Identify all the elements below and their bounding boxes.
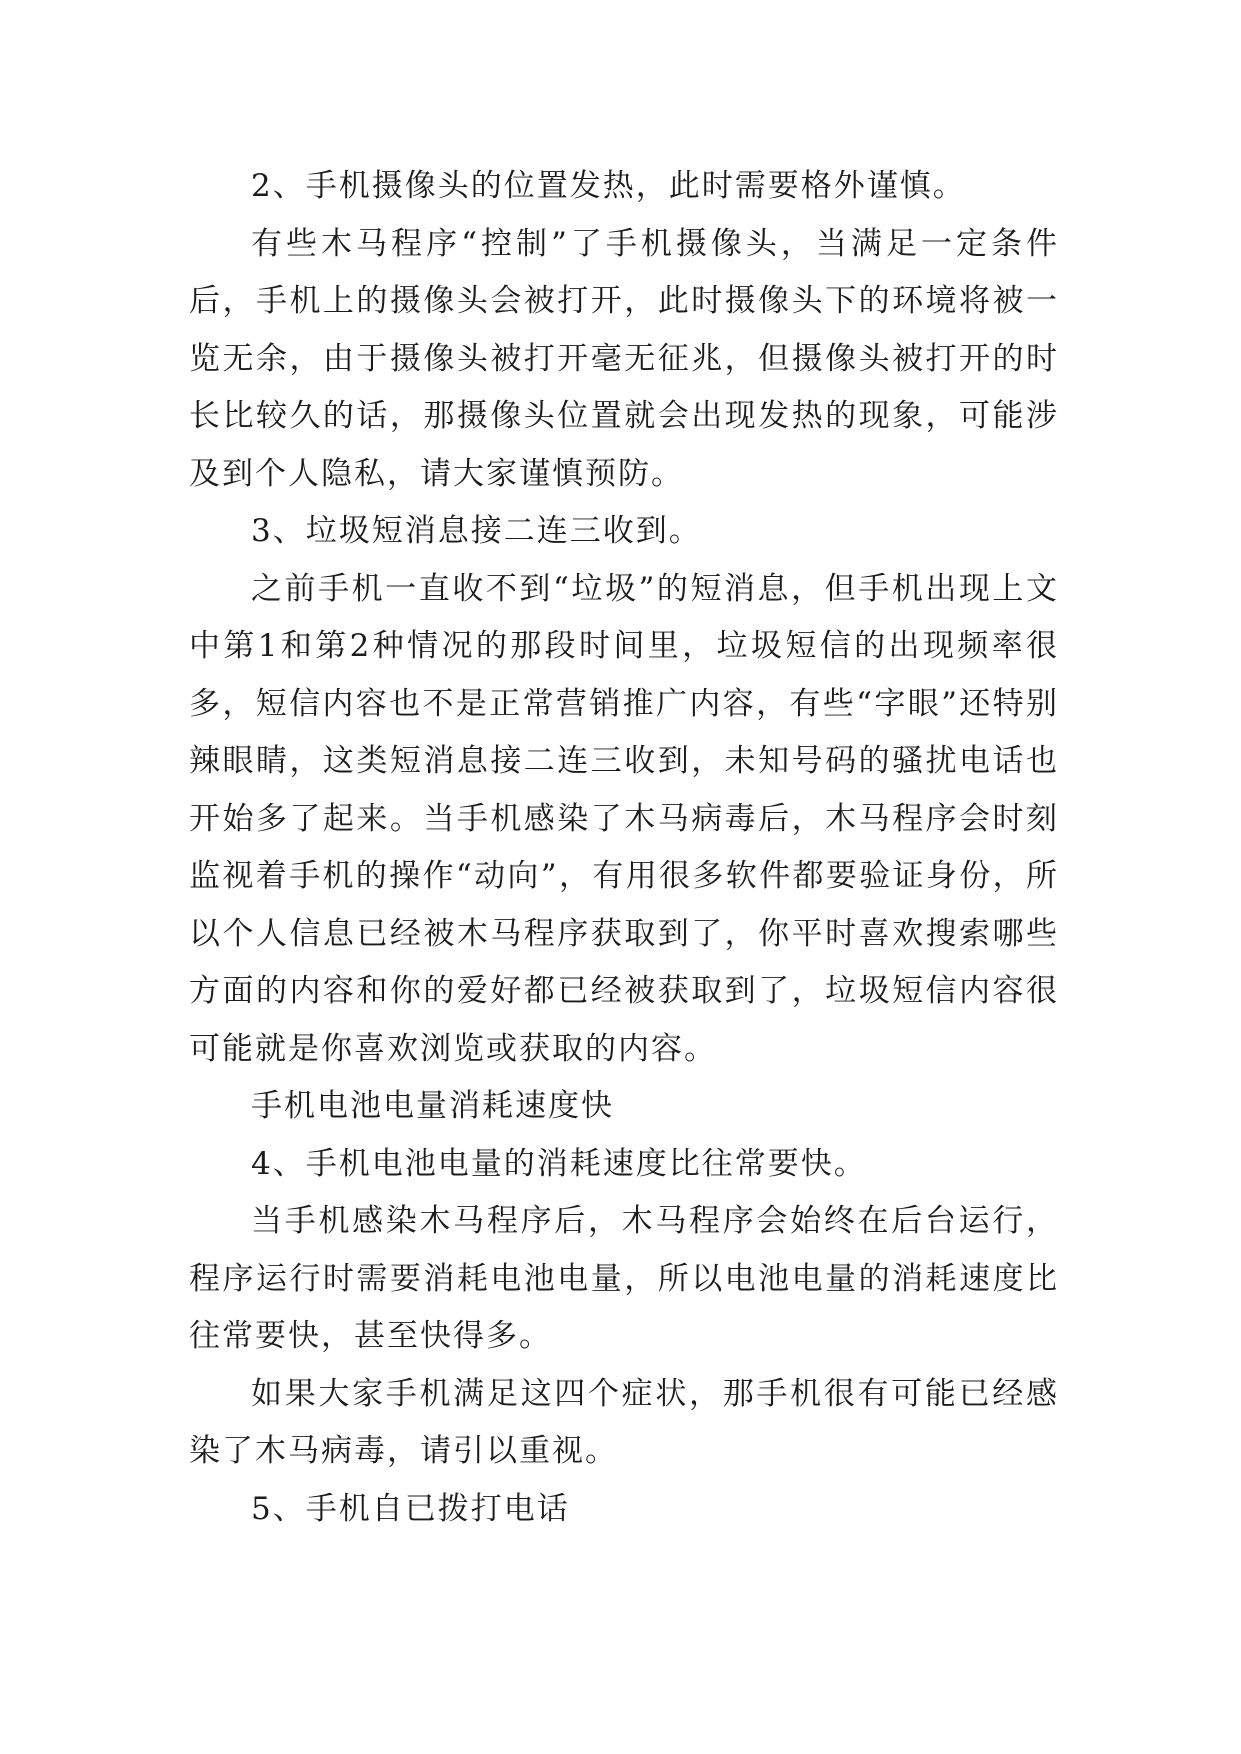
heading-spam-sms: 3、垃圾短消息接二连三收到。	[251, 513, 702, 549]
paragraph-conclusion: 如果大家手机满足这四个症状，那手机很有可能已经感染了木马病毒，请引以重视。	[189, 1375, 1059, 1469]
paragraph-spam-sms: 之前手机一直收不到“垃圾”的短消息，但手机出现上文中第1和第2种情况的那段时间里，垃圾短信的出现频率很多，短信内容也不是正常营销推广内容，有些“字眼”还特别辣眼睛，这类短消息接二连三收到，未知号码的骚扰电话也开始多了起来。当手机感染了木马病毒后，木马程序会时刻监视着手机的操作“动向”，有用很多软件都要验证身份，所以个人信息已经被木马程序获取到了，你平时喜欢搜索哪些方面的内容和你的爱好都已经被获取到了，垃圾短信内容很可能就是你喜欢浏览或获取的内容。	[189, 570, 1059, 1067]
heading-auto-dial: 5、手机自已拨打电话	[251, 1490, 570, 1527]
paragraph-battery-drain: 当手机感染木马程序后，木马程序会始终在后台运行，程序运行时需要消耗电池电量，所以电池电量的消耗速度比往常要快，甚至快得多。	[189, 1203, 1059, 1354]
document-body	[189, 158, 1059, 1538]
paragraph-camera-heat: 有些木马程序“控制”了手机摄像头，当满足一定条件后，手机上的摄像头会被打开，此时摄像头下的环境将被一览无余，由于摄像头被打开毫无征兆，但摄像头被打开的时长比较久的话，那摄像头位置就会出现发热的现象，可能涉及到个人隐私，请大家谨慎预防。	[189, 225, 1059, 492]
subheading-battery: 手机电池电量消耗速度快	[251, 1088, 614, 1124]
heading-battery-drain: 4、手机电池电量的消耗速度比往常要快。	[251, 1145, 867, 1182]
heading-camera-heat: 2、手机摄像头的位置发热，此时需要格外谨慎。	[251, 168, 966, 204]
